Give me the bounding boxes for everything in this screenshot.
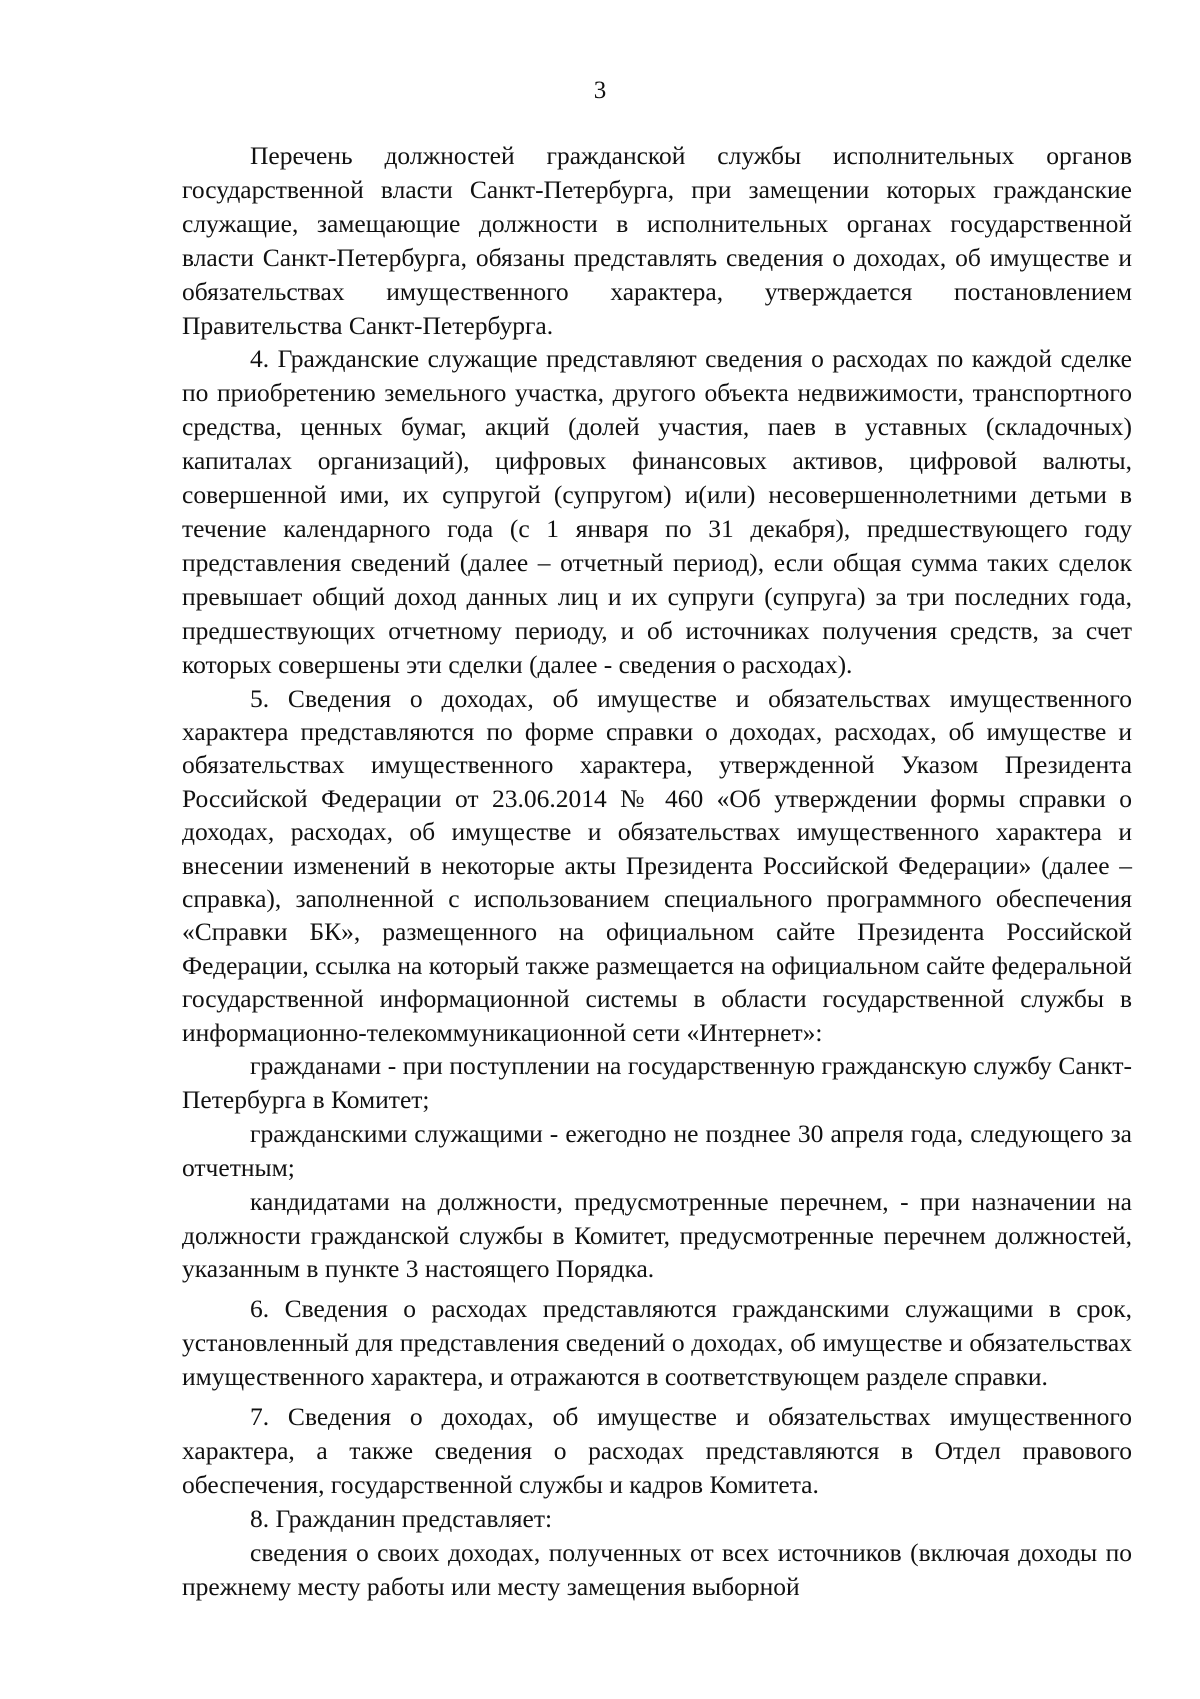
- paragraph-item-7: 7. Сведения о доходах, об имуществе и обязательствах имущественного характера, а также сведения о расходах представляются в Отдел правового обеспечения, государственной службы и кадров Комитета.: [182, 1402, 1132, 1499]
- paragraph-item-8: 8. Гражданин представляет:: [250, 1503, 553, 1533]
- paragraph-civil-servants: гражданскими служащими - ежегодно не позднее 30 апреля года, следующего за отчетным;: [182, 1118, 1132, 1182]
- paragraph-item-6: 6. Сведения о расходах представляются гражданскими служащими в срок, установленный для представления сведений о доходах, об имуществе и обязательствах имущественного характера, и отражаются в соответствующем разделе справки.: [182, 1294, 1132, 1392]
- paragraph-item-4: 4. Гражданские служащие представляют сведения о расходах по каждой сделке по приобретению земельного участка, другого объекта недвижимости, транспортного средства, ценных бумаг, акций (долей участия, паев в уставных (складочных) капиталах организаций), цифровых финансовых активов, цифровой валюты, совершенной ими, их супругой (супругом) и(или) несовершеннолетними детьми в течение календарного года (с 1 января по 31 декабря), предшествующего году представления сведений (далее – отчетный период), если общая сумма таких сделок превышает общий доход данных лиц и их супруги (супруга) за три последних года, предшествующих отчетному периоду, и об источниках получения средств, за счет которых совершены эти сделки (далее - сведения о расходах).: [182, 344, 1132, 679]
- document-body: [182, 139, 1132, 1603]
- paragraph-item-5: 5. Сведения о доходах, об имуществе и обязательствах имущественного характера представляются по форме справки о доходах, расходах, об имуществе и обязательствах имущественного характера, утвержденной Указом Президента Российской Федерации от 23.06.2014 № 460 «Об утверждении формы справки о доходах, расходах, об имуществе и обязательствах имущественного характера и внесении изменений в некоторые акты Президента Российской Федерации» (далее – справка), заполненной с использованием специального программного обеспечения «Справки БК», размещенного на официальном сайте Президента Российской Федерации, ссылка на который также размещается на официальном сайте федеральной государственной информационной системы в области государственной службы в информационно-телекоммуникационной сети «Интернет»:: [182, 683, 1132, 1047]
- paragraph-citizens: гражданами - при поступлении на государственную гражданскую службу Санкт-Петербурга в Комитет;: [182, 1050, 1132, 1114]
- paragraph-own-income: сведения о своих доходах, полученных от всех источников (включая доходы по прежнему месту работы или месту замещения выборной: [182, 1537, 1132, 1601]
- paragraph-candidates: кандидатами на должности, предусмотренные перечнем, - при назначении на должности гражданской службы в Комитет, предусмотренные перечнем должностей, указанным в пункте 3 настоящего Порядка.: [182, 1186, 1132, 1284]
- page-number: 3: [593, 77, 607, 104]
- paragraph-position-list: Перечень должностей гражданской службы исполнительных органов государственной власти Санкт-Петербурга, при замещении которых гражданские служащие, замещающие должности в исполнительных органах государственной власти Санкт-Петербурга, обязаны представлять сведения о доходах, об имуществе и обязательствах имущественного характера, утверждается постановлением Правительства Санкт-Петербурга.: [182, 141, 1132, 340]
